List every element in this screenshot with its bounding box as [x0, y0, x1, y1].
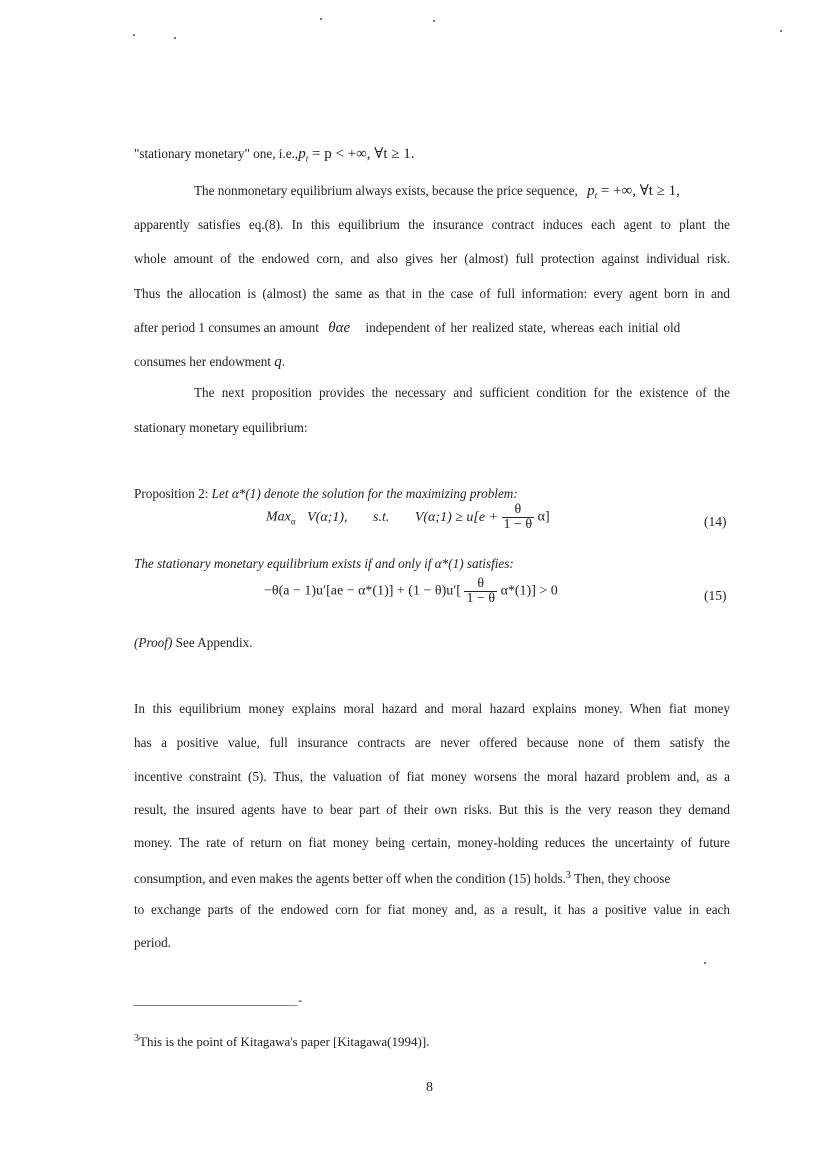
para1-text: after period 1 consumes an amount [134, 320, 319, 335]
fraction [464, 577, 497, 606]
para1-line-1 [194, 183, 730, 204]
para3-line-3: incentive constraint (5). Thus, the valuation of fiat money worsens the moral hazard problem and, as a [134, 769, 730, 784]
page-number: 8 [426, 1080, 433, 1095]
proposition-condition: The stationary monetary equilibrium exists if and only if α*(1) satisfies: [134, 556, 514, 571]
scan-dot [174, 37, 176, 39]
footnote [134, 1033, 429, 1050]
para1-line-6 [134, 354, 730, 370]
intro-text: "stationary monetary" one, i.e., [134, 146, 299, 161]
scan-dot [133, 34, 135, 36]
footnote-marker: 3 [134, 1033, 139, 1044]
max-subscript: α [290, 516, 296, 527]
period-mark: . [281, 354, 286, 369]
proposition-label: Proposition 2: [134, 486, 209, 501]
para3-line-1: In this equilibrium money explains moral hazard and moral hazard explains money. When fiat money [134, 701, 730, 716]
equation-number-14: (14) [704, 514, 727, 529]
para1-line-2: apparently satisfies eq.(8). In this equilibrium the insurance contract induces each agent to plant the [134, 217, 730, 232]
fraction-numerator: θ [514, 502, 522, 517]
subject-to: s.t. [373, 509, 390, 525]
para1-line-3: whole amount of the endowed corn, and also gives her (almost) full protection against individual risk. [134, 251, 730, 266]
equation-15-left: −θ(a − 1)u′[ae − α*(1)] + (1 − θ)u′[ [264, 583, 461, 599]
scan-dot [780, 30, 782, 32]
scan-dot [320, 18, 322, 20]
fraction [502, 503, 535, 532]
fraction-denominator: 1 − θ [466, 591, 496, 606]
para3-line-6 [134, 868, 730, 887]
equation-15 [264, 577, 558, 606]
para3-text: Then, they choose [570, 871, 671, 886]
scan-dot [704, 962, 706, 964]
para3-line-4: result, the insured agents have to bear part of their own risks. But this is the very reason they demand [134, 802, 730, 817]
fraction-denominator: 1 − θ [503, 517, 533, 532]
para1-text: consumes her endowment [134, 354, 271, 369]
para1-line-4: Thus the allocation is (almost) the same as that in the case of full information: every agent born in and [134, 286, 730, 301]
footnote-rule: _______________________________ _ - [134, 993, 301, 1007]
para3-line-2: has a positive value, full insurance contracts are never offered because none of them satisfy the [134, 735, 730, 750]
scan-dot [433, 20, 435, 22]
equation-15-right: α*(1)] > 0 [500, 583, 558, 599]
footnote-text: This is the point of Kitagawa's paper [Kitagawa(1994)]. [139, 1034, 430, 1049]
constraint-lhs: V(α;1) ≥ u[e + [414, 509, 499, 525]
equation-14 [266, 503, 550, 532]
para3-text: consumption, and even makes the agents better off when the condition (15) holds. [134, 871, 566, 886]
endowment-symbol: q [274, 354, 282, 370]
footnote-reference: 3 [565, 870, 571, 881]
fraction-numerator: θ [477, 576, 485, 591]
proof-label: (Proof) [134, 635, 173, 650]
para3-line-7: to exchange parts of the endowed corn for fiat money and, as a result, it has a positive value in each [134, 902, 730, 917]
price-condition: = p < +∞, ∀t ≥ 1. [308, 146, 415, 162]
proposition-heading [134, 486, 730, 502]
price-subscript: t [594, 190, 598, 201]
para1-line-5 [134, 320, 730, 336]
para3-line-8: period. [134, 935, 171, 950]
para2-line-2: stationary monetary equilibrium: [134, 420, 308, 435]
price-condition: = +∞, ∀t ≥ 1, [597, 183, 680, 199]
price-subscript: t [305, 153, 309, 164]
proof-line [134, 635, 730, 651]
amount-expression: θαe [328, 320, 351, 336]
price-symbol: p [587, 183, 595, 199]
proof-text: See Appendix. [175, 635, 253, 650]
objective: V(α;1), [307, 509, 348, 525]
para1-text: independent of her realized state, whereas each initial old [365, 320, 681, 335]
para3-line-5: money. The rate of return on fiat money being certain, money-holding reduces the uncertainty of future [134, 835, 730, 850]
para2-line-1: The next proposition provides the necessary and sufficient condition for the existence of the [194, 385, 730, 400]
max-operator: Max [266, 509, 291, 525]
constraint-rhs: α] [537, 509, 550, 525]
equation-number-15: (15) [704, 588, 727, 603]
price-symbol: p [298, 146, 306, 162]
proposition-statement: Let α*(1) denote the solution for the maximizing problem: [211, 486, 518, 501]
para1-text: The nonmonetary equilibrium always exists, because the price sequence, [194, 183, 578, 198]
intro-line [134, 146, 730, 167]
